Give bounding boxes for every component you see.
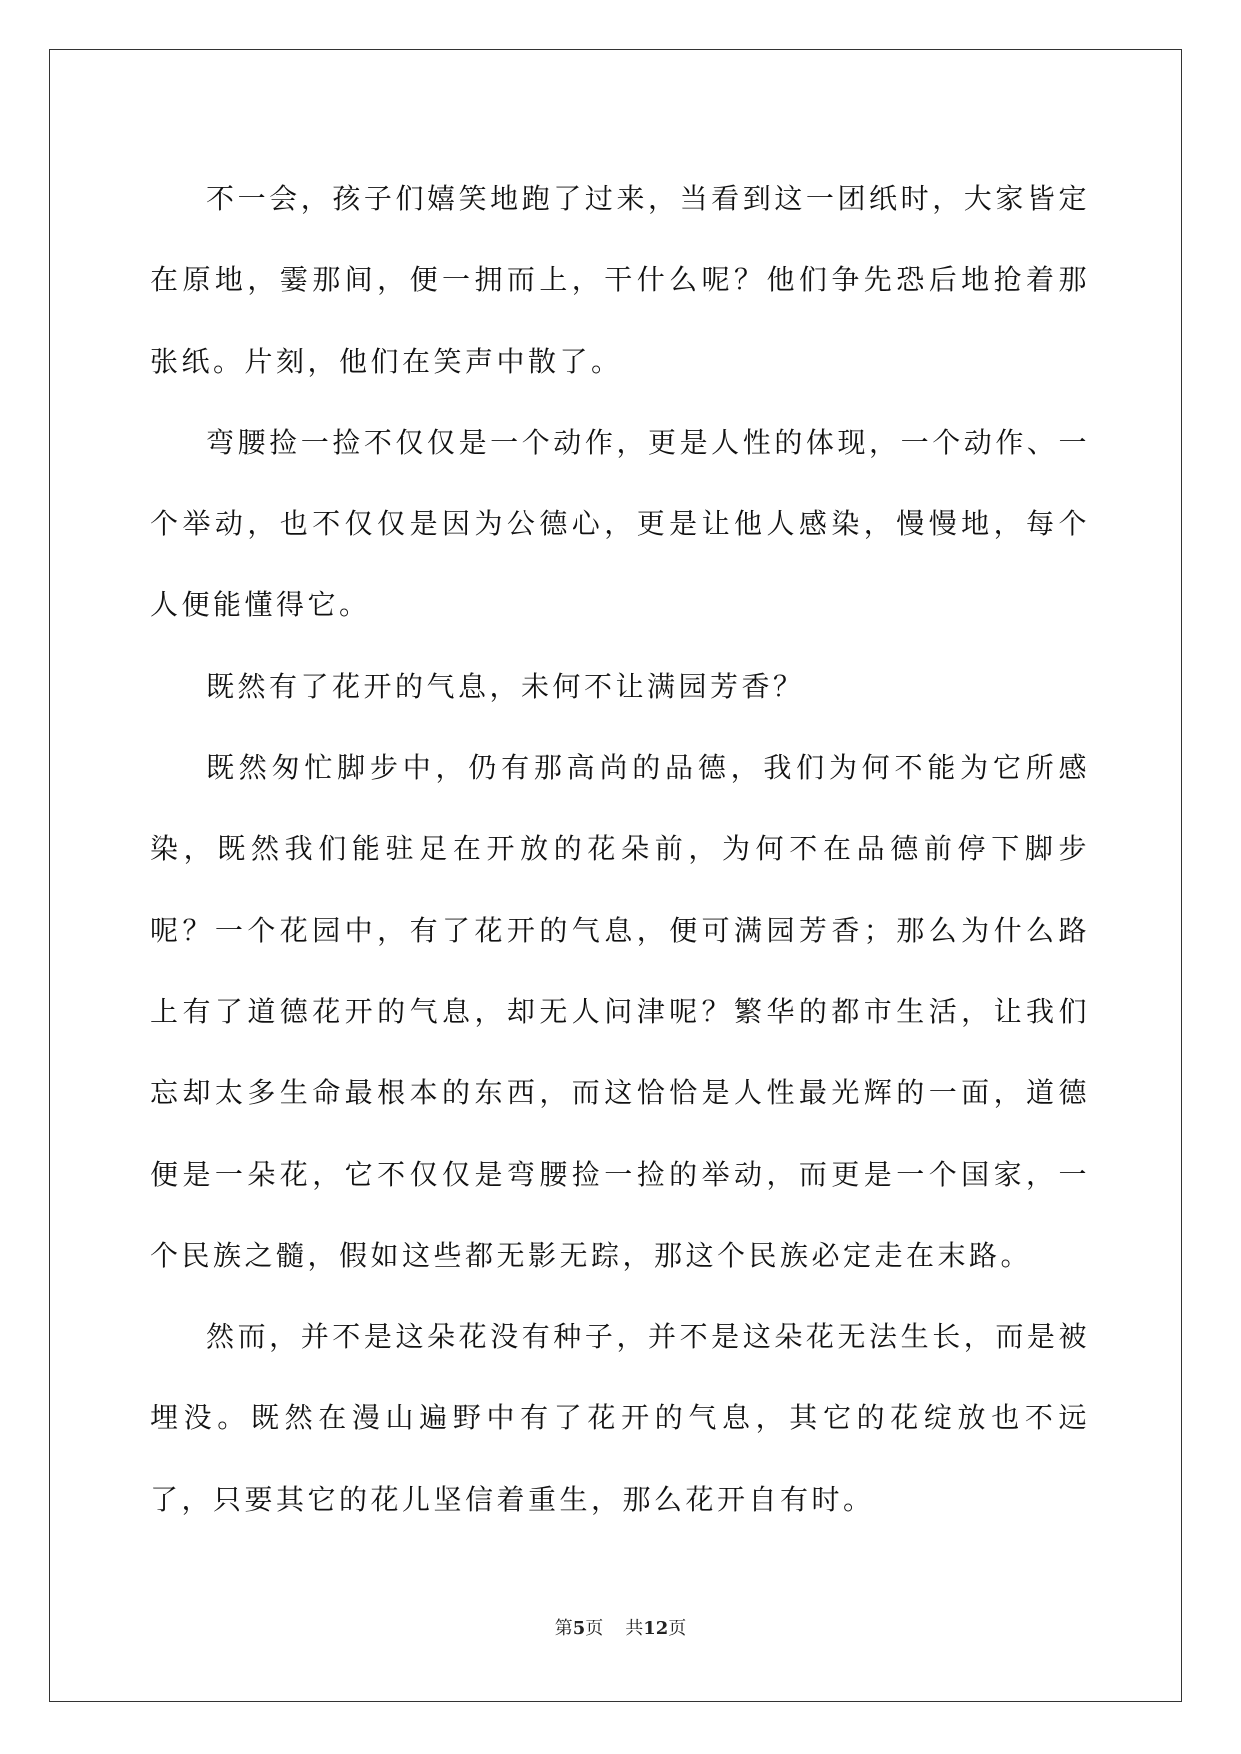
paragraph-2: 弯腰捡一捡不仅仅是一个动作，更是人性的体现，一个动作、一个举动，也不仅仅是因为公德心，更是让他人感染，慢慢地，每个人便能懂得它。: [150, 425, 1090, 622]
total-suffix: 页: [668, 1618, 687, 1639]
page-footer: [0, 1617, 1241, 1641]
page-suffix: 页: [585, 1618, 604, 1639]
total-prefix: 共: [625, 1618, 644, 1639]
document-body: [150, 158, 1090, 1540]
page-prefix: 第: [554, 1618, 573, 1639]
paragraph-1: 不一会，孩子们嬉笑地跑了过来，当看到这一团纸时，大家皆定在原地，霎那间，便一拥而上，干什么呢？他们争先恐后地抢着那张纸。片刻，他们在笑声中散了。: [150, 182, 1090, 378]
paragraph-4: 既然匆忙脚步中，仍有那高尚的品德，我们为何不能为它所感染，既然我们能驻足在开放的花朵前，为何不在品德前停下脚步呢？一个花园中，有了花开的气息，便可满园芳香；那么为什么路上有了道德花开的气息，却无人问津呢？繁华的都市生活，让我们忘却太多生命最根本的东西，而这恰恰是人性最光辉的一面，道德便是一朵花，它不仅仅是弯腰捡一捡的举动，而更是一个国家，一个民族之髓，假如这些都无影无踪，那这个民族必定走在末路。: [150, 751, 1090, 1272]
paragraph-5: 然而，并不是这朵花没有种子，并不是这朵花无法生长，而是被埋没。既然在漫山遍野中有了花开的气息，其它的花绽放也不远了，只要其它的花儿坚信着重生，那么花开自有时。: [150, 1320, 1090, 1516]
paragraph-3: 既然有了花开的气息，未何不让满园芳香？: [206, 669, 805, 703]
total-pages: 12: [643, 1618, 669, 1639]
page-number: 5: [572, 1618, 586, 1639]
